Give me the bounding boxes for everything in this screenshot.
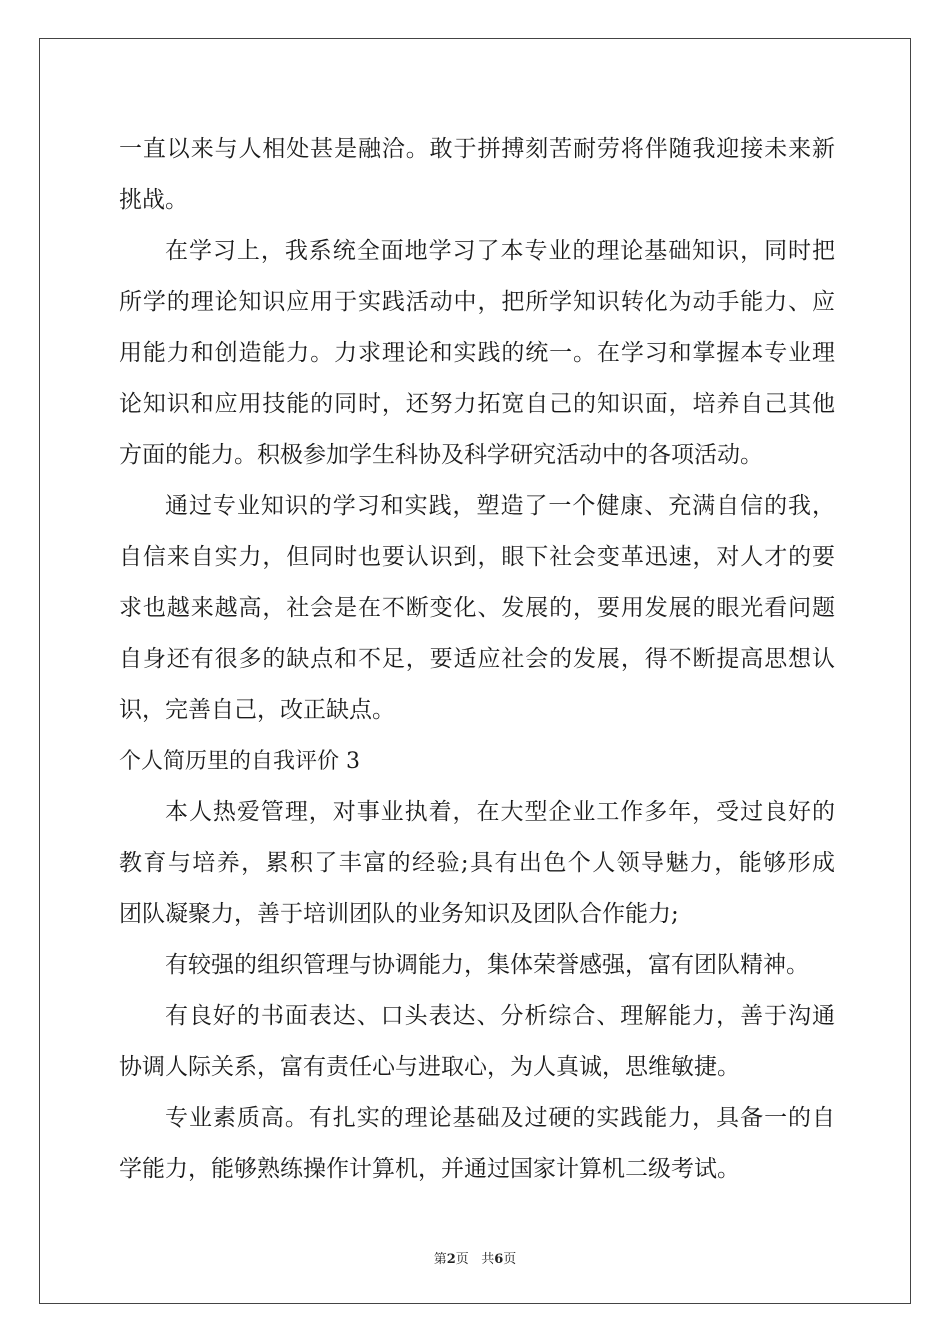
text-line: 所学的理论知识应用于实践活动中，把所学知识转化为动手能力、应	[119, 289, 835, 315]
text-line: 识，完善自己，改正缺点。	[119, 697, 395, 723]
text-line: 教育与培养，累积了丰富的经验;具有出色个人领导魅力，能够形成	[119, 850, 835, 876]
page-number: 2	[446, 1252, 456, 1267]
text-line: 在学习上，我系统全面地学习了本专业的理论基础知识，同时把	[165, 238, 835, 264]
page-prefix: 第	[433, 1252, 447, 1267]
text-line: 方面的能力。积极参加学生科协及科学研究活动中的各项活动。	[119, 442, 763, 468]
text-line: 求也越来越高，社会是在不断变化、发展的，要用发展的眼光看问题	[119, 595, 835, 621]
text-line: 学能力，能够熟练操作计算机，并通过国家计算机二级考试。	[119, 1156, 740, 1182]
text-line: 一直以来与人相处甚是融洽。敢于拼搏刻苦耐劳将伴随我迎接未来新	[119, 136, 835, 162]
text-line: 团队凝聚力，善于培训团队的业务知识及团队合作能力;	[119, 901, 679, 927]
text-line: 本人热爱管理，对事业执着，在大型企业工作多年，受过良好的	[165, 799, 835, 825]
text-line: 论知识和应用技能的同时，还努力拓宽自己的知识面，培养自己其他	[119, 391, 835, 417]
text-line: 专业素质高。有扎实的理论基础及过硬的实践能力，具备一的自	[165, 1105, 835, 1131]
document-body	[119, 124, 835, 1195]
text-line: 通过专业知识的学习和实践，塑造了一个健康、充满自信的我，	[165, 493, 835, 519]
text-line: 自信来自实力，但同时也要认识到，眼下社会变革迅速，对人才的要	[119, 544, 835, 570]
text-line: 协调人际关系，富有责任心与进取心，为人真诚，思维敏捷。	[119, 1054, 740, 1080]
total-pages: 6	[494, 1252, 504, 1267]
text-line: 有良好的书面表达、口头表达、分析综合、理解能力，善于沟通	[165, 1003, 835, 1029]
total-suffix: 页	[503, 1252, 517, 1267]
section-heading: 个人简历里的自我评价 3	[119, 749, 360, 774]
text-line: 挑战。	[119, 187, 188, 213]
text-line: 用能力和创造能力。力求理论和实践的统一。在学习和掌握本专业理	[119, 340, 835, 366]
text-line: 自身还有很多的缺点和不足，要适应社会的发展，得不断提高思想认	[119, 646, 835, 672]
total-prefix: 共	[481, 1252, 495, 1267]
page-footer	[0, 1248, 950, 1267]
text-line: 有较强的组织管理与协调能力，集体荣誉感强，富有团队精神。	[165, 952, 809, 978]
page-suffix: 页	[455, 1252, 469, 1267]
